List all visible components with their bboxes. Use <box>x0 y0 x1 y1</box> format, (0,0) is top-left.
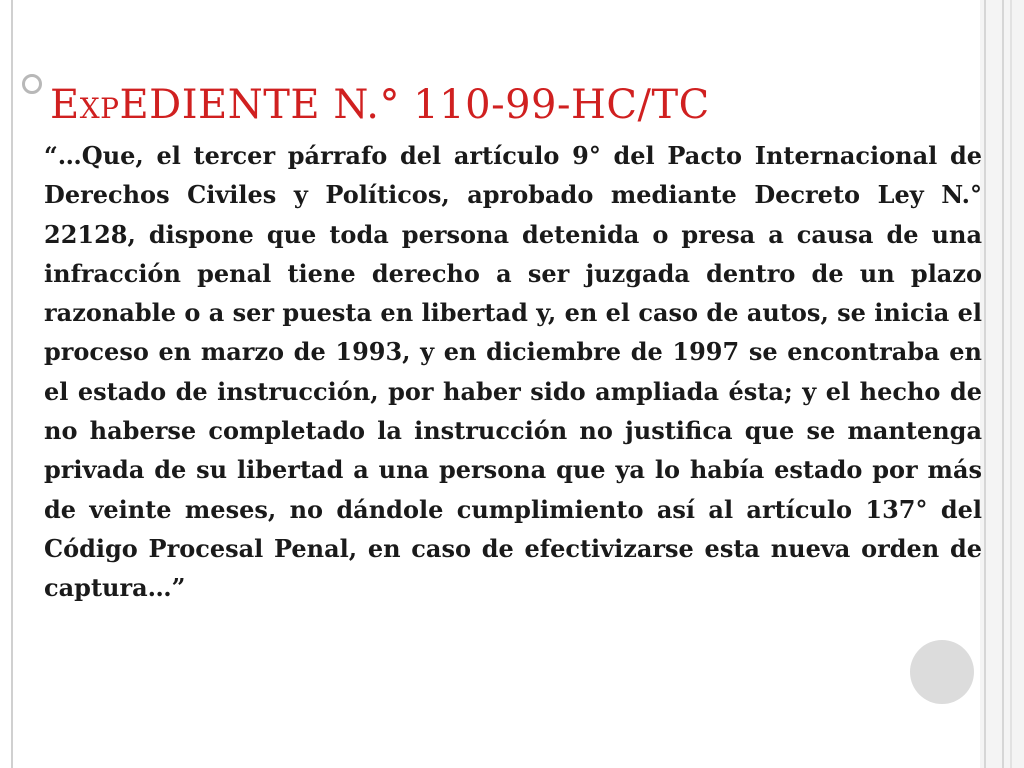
left-decorative-rule <box>11 0 13 768</box>
title-first-letter: E <box>50 82 80 128</box>
title-rest: EDIENTE N.° 110-99-HC/TC <box>119 82 710 128</box>
quote-paragraph: “…Que, el tercer párrafo del artículo 9° del Pacto Internacional de Derechos Civiles y Políticos, aprobado mediante Decreto Ley N.° 22128, dispone que toda persona detenida o presa a causa de una infracción penal tiene derecho a ser juzgada dentro de un plazo razonable o a ser puesta en libertad y, en el caso de autos, se inicia el proceso en marzo de 1993, y en diciembre de 1997 se encontraba en el estado de instrucción, por haber sido ampliada ésta; y el hecho de no haberse completado la instrucción no justifica que se mantenga privada de su libertad a una persona que ya lo había estado por más de veinte meses, no dándole cumplimiento así al artículo 137° del Código Procesal Penal, en caso de efectivizarse esta nueva orden de captura…” <box>44 141 982 603</box>
slide-title <box>50 78 950 132</box>
right-decorative-rule <box>984 0 986 768</box>
circle-ornament-icon <box>910 640 974 704</box>
circle-ornament-icon <box>22 74 42 94</box>
right-decorative-rule <box>1002 0 1004 768</box>
title-small-caps: XP <box>79 92 120 125</box>
right-decorative-rule <box>1010 0 1012 768</box>
